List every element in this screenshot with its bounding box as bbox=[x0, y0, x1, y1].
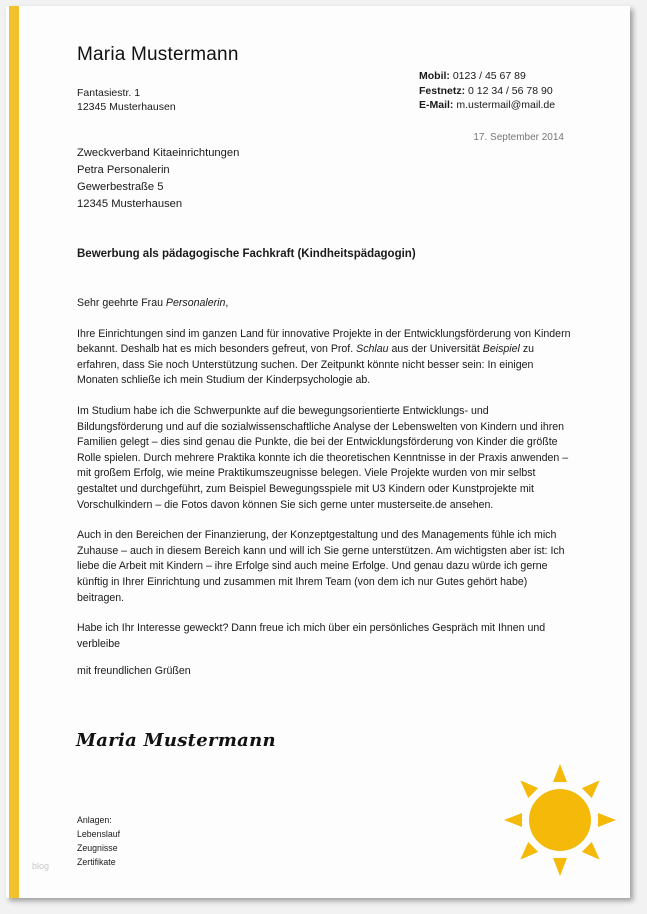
subject-line: Bewerbung als pädagogische Fachkraft (Kindheitspädagogin) bbox=[77, 248, 416, 260]
sun-ray bbox=[553, 858, 567, 876]
contact-block bbox=[419, 69, 555, 113]
paragraph-2: Im Studium habe ich die Schwerpunkte auf die bewegungsorientierte Entwicklungs- und Bildungsförderung und auf die sozialwissenschaftliche Analyse der Lebenswelten von Kindern und ihren Familien gelegt – dies sind genau die Punkte, die bei der Entwicklungsförderung von Kinder die größte Rolle spielen. Durch mehrere Praktika konnte ich die theoretischen Kenntnisse in der Praxis anwenden – mit großem Erfolg, wie meine Praktikumszeugnisse belegen. Viele Projekte wurden von mir selbst gestaltet und durchgeführt, zum Beispiel Bewegungsspiele mit U3 Kindern oder Kunstprojekte mit Vorschulkindern – die Fotos davon können Sie sich gerne unter musterseite.de ansehen. bbox=[77, 404, 569, 511]
contact-landline: Festnetz: 0 12 34 / 56 78 90 bbox=[419, 84, 553, 97]
attachments bbox=[77, 813, 120, 869]
contact-email: E-Mail: m.ustermail@mail.de bbox=[419, 99, 556, 111]
sun-ray bbox=[520, 780, 538, 798]
attachments-label: Anlagen: bbox=[77, 815, 112, 825]
accent-stripe bbox=[9, 6, 19, 898]
paragraph-3: Auch in den Bereichen der Finanzierung, der Konzeptgestaltung und des Managements fühle ich mich Zuhause – auch in diesem Bereich kann und will ich Sie gerne unterstützen. Am wichtigsten aber ist: Ich liebe die Arbeit mit Kindern – ihre Erfolge sind auch meine Erfolge. Und genau dazu würde ich gerne künftig in Ihrer Einrichtung und zusammen mit Ihrem Team (von dem ich nur Gutes gehört habe) beitragen. bbox=[77, 529, 565, 604]
attachment-item: Zeugnisse bbox=[77, 843, 118, 853]
sun-ray bbox=[598, 813, 616, 827]
salutation: Sehr geehrte Frau Personalerin, bbox=[77, 297, 229, 309]
recipient-address: Zweckverband Kitaeinrichtungen Petra Personalerin Gewerbestraße 5 12345 Musterhausen bbox=[77, 147, 240, 210]
paragraph-4: Habe ich Ihr Interesse geweckt? Dann freue ich mich über ein persönliches Gespräch mit Ihnen und verbleibe bbox=[77, 622, 546, 650]
watermark: blog bbox=[32, 861, 50, 871]
attachment-item: Zertifikate bbox=[77, 857, 116, 867]
sun-ray bbox=[553, 764, 567, 782]
signature: Maria Mustermann bbox=[76, 730, 276, 751]
sun-ray bbox=[504, 813, 522, 827]
sender-city: 12345 Musterhausen bbox=[77, 101, 176, 113]
letter-body bbox=[77, 296, 577, 695]
sun-ray bbox=[582, 780, 600, 798]
sun-icon bbox=[502, 758, 620, 878]
letter-date: 17. September 2014 bbox=[473, 132, 564, 143]
letter-page bbox=[6, 6, 630, 898]
closing: mit freundlichen Grüßen bbox=[77, 665, 191, 678]
contact-mobile: Mobil: 0123 / 45 67 89 bbox=[419, 70, 526, 82]
sender-street: Fantasiestr. 1 bbox=[77, 87, 141, 99]
paragraph-1: Ihre Einrichtungen sind im ganzen Land für innovative Projekte in der Entwicklungsförderung von Kindern bekannt. Deshalb hat es mich besonders gefreut, von Prof. Schlau aus der Universität Beispiel zu erfahren, dass Sie noch Unterstützung suchen. Der Zeitpunkt könnte nicht besser sein: In einigen Monaten schließe ich mein Studium der Kinderpsychologie ab. bbox=[77, 327, 571, 387]
sun-ray bbox=[520, 842, 538, 860]
sun-ray bbox=[582, 842, 600, 860]
sender-address bbox=[77, 86, 176, 114]
attachment-item: Lebenslauf bbox=[77, 829, 121, 839]
sender-name: Maria Mustermann bbox=[77, 44, 239, 65]
